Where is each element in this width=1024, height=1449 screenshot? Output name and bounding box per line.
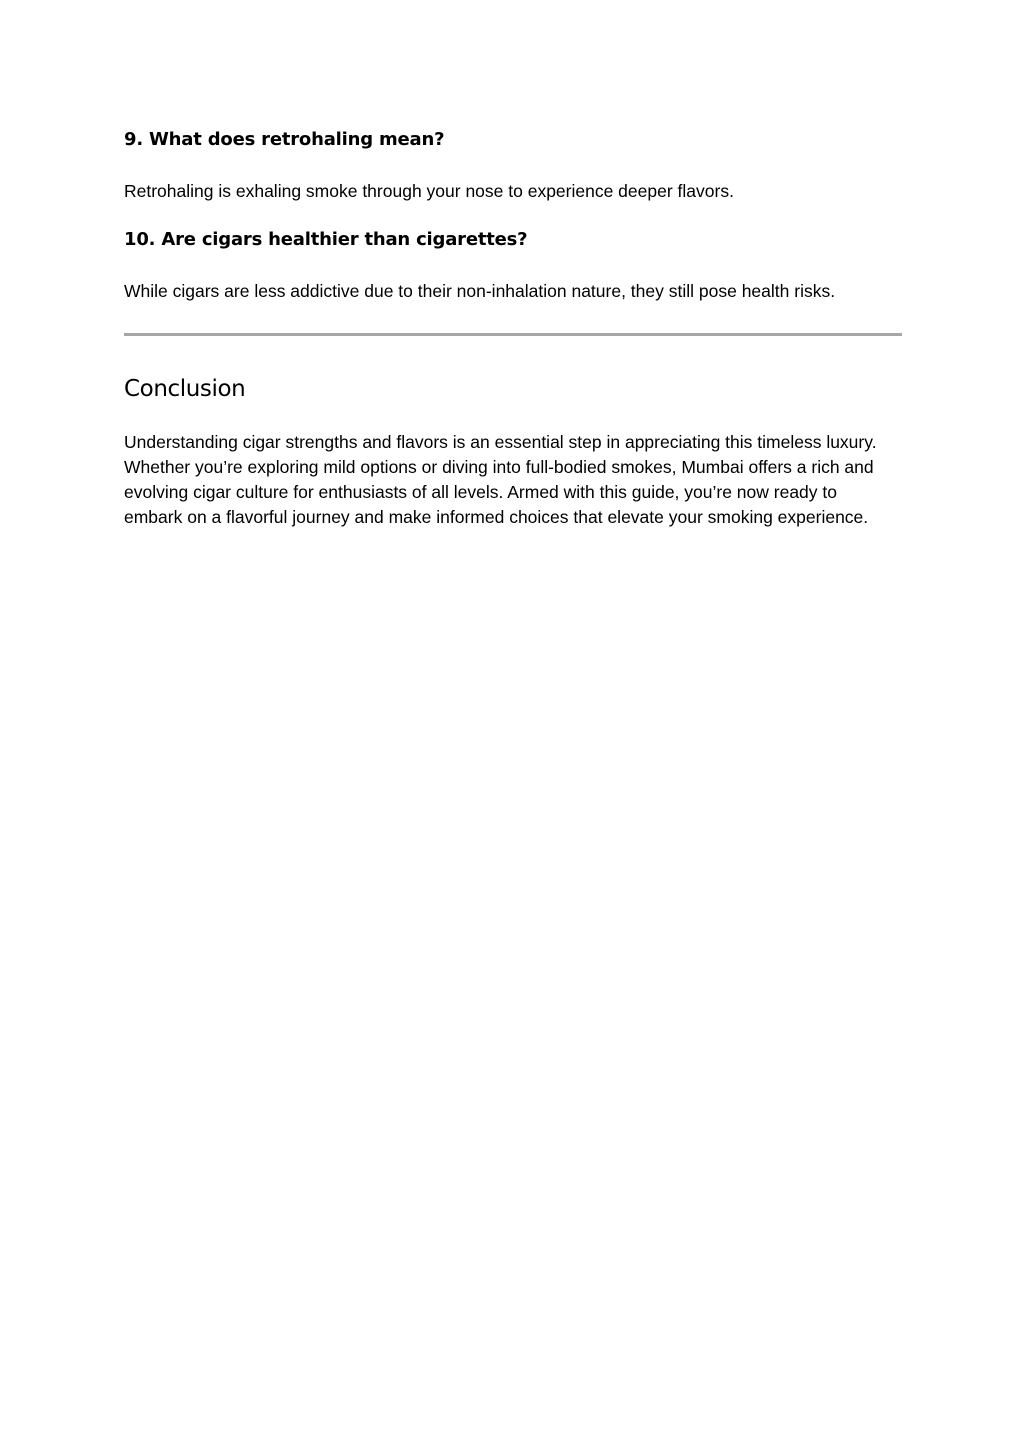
conclusion-heading: Conclusion — [124, 376, 246, 402]
horizontal-divider — [124, 333, 902, 336]
conclusion-paragraph: Understanding cigar strengths and flavors is an essential step in appreciating this timeless luxury. Whether you’re exploring mild options or diving into full-bodied smokes, Mumbai offers a rich and evolving cigar culture for enthusiasts of all levels. Armed with this guide, you’re now ready to embark on a flavorful journey and make informed choices that elevate your smoking experience. — [124, 432, 877, 527]
faq-answer-9: Retrohaling is exhaling smoke through your nose to experience deeper flavors. — [124, 181, 734, 201]
faq-answer-10: While cigars are less addictive due to their non-inhalation nature, they still pose health risks. — [124, 281, 836, 301]
faq-question-9: 9. What does retrohaling mean? — [124, 129, 445, 150]
faq-question-10: 10. Are cigars healthier than cigarettes? — [124, 229, 528, 250]
